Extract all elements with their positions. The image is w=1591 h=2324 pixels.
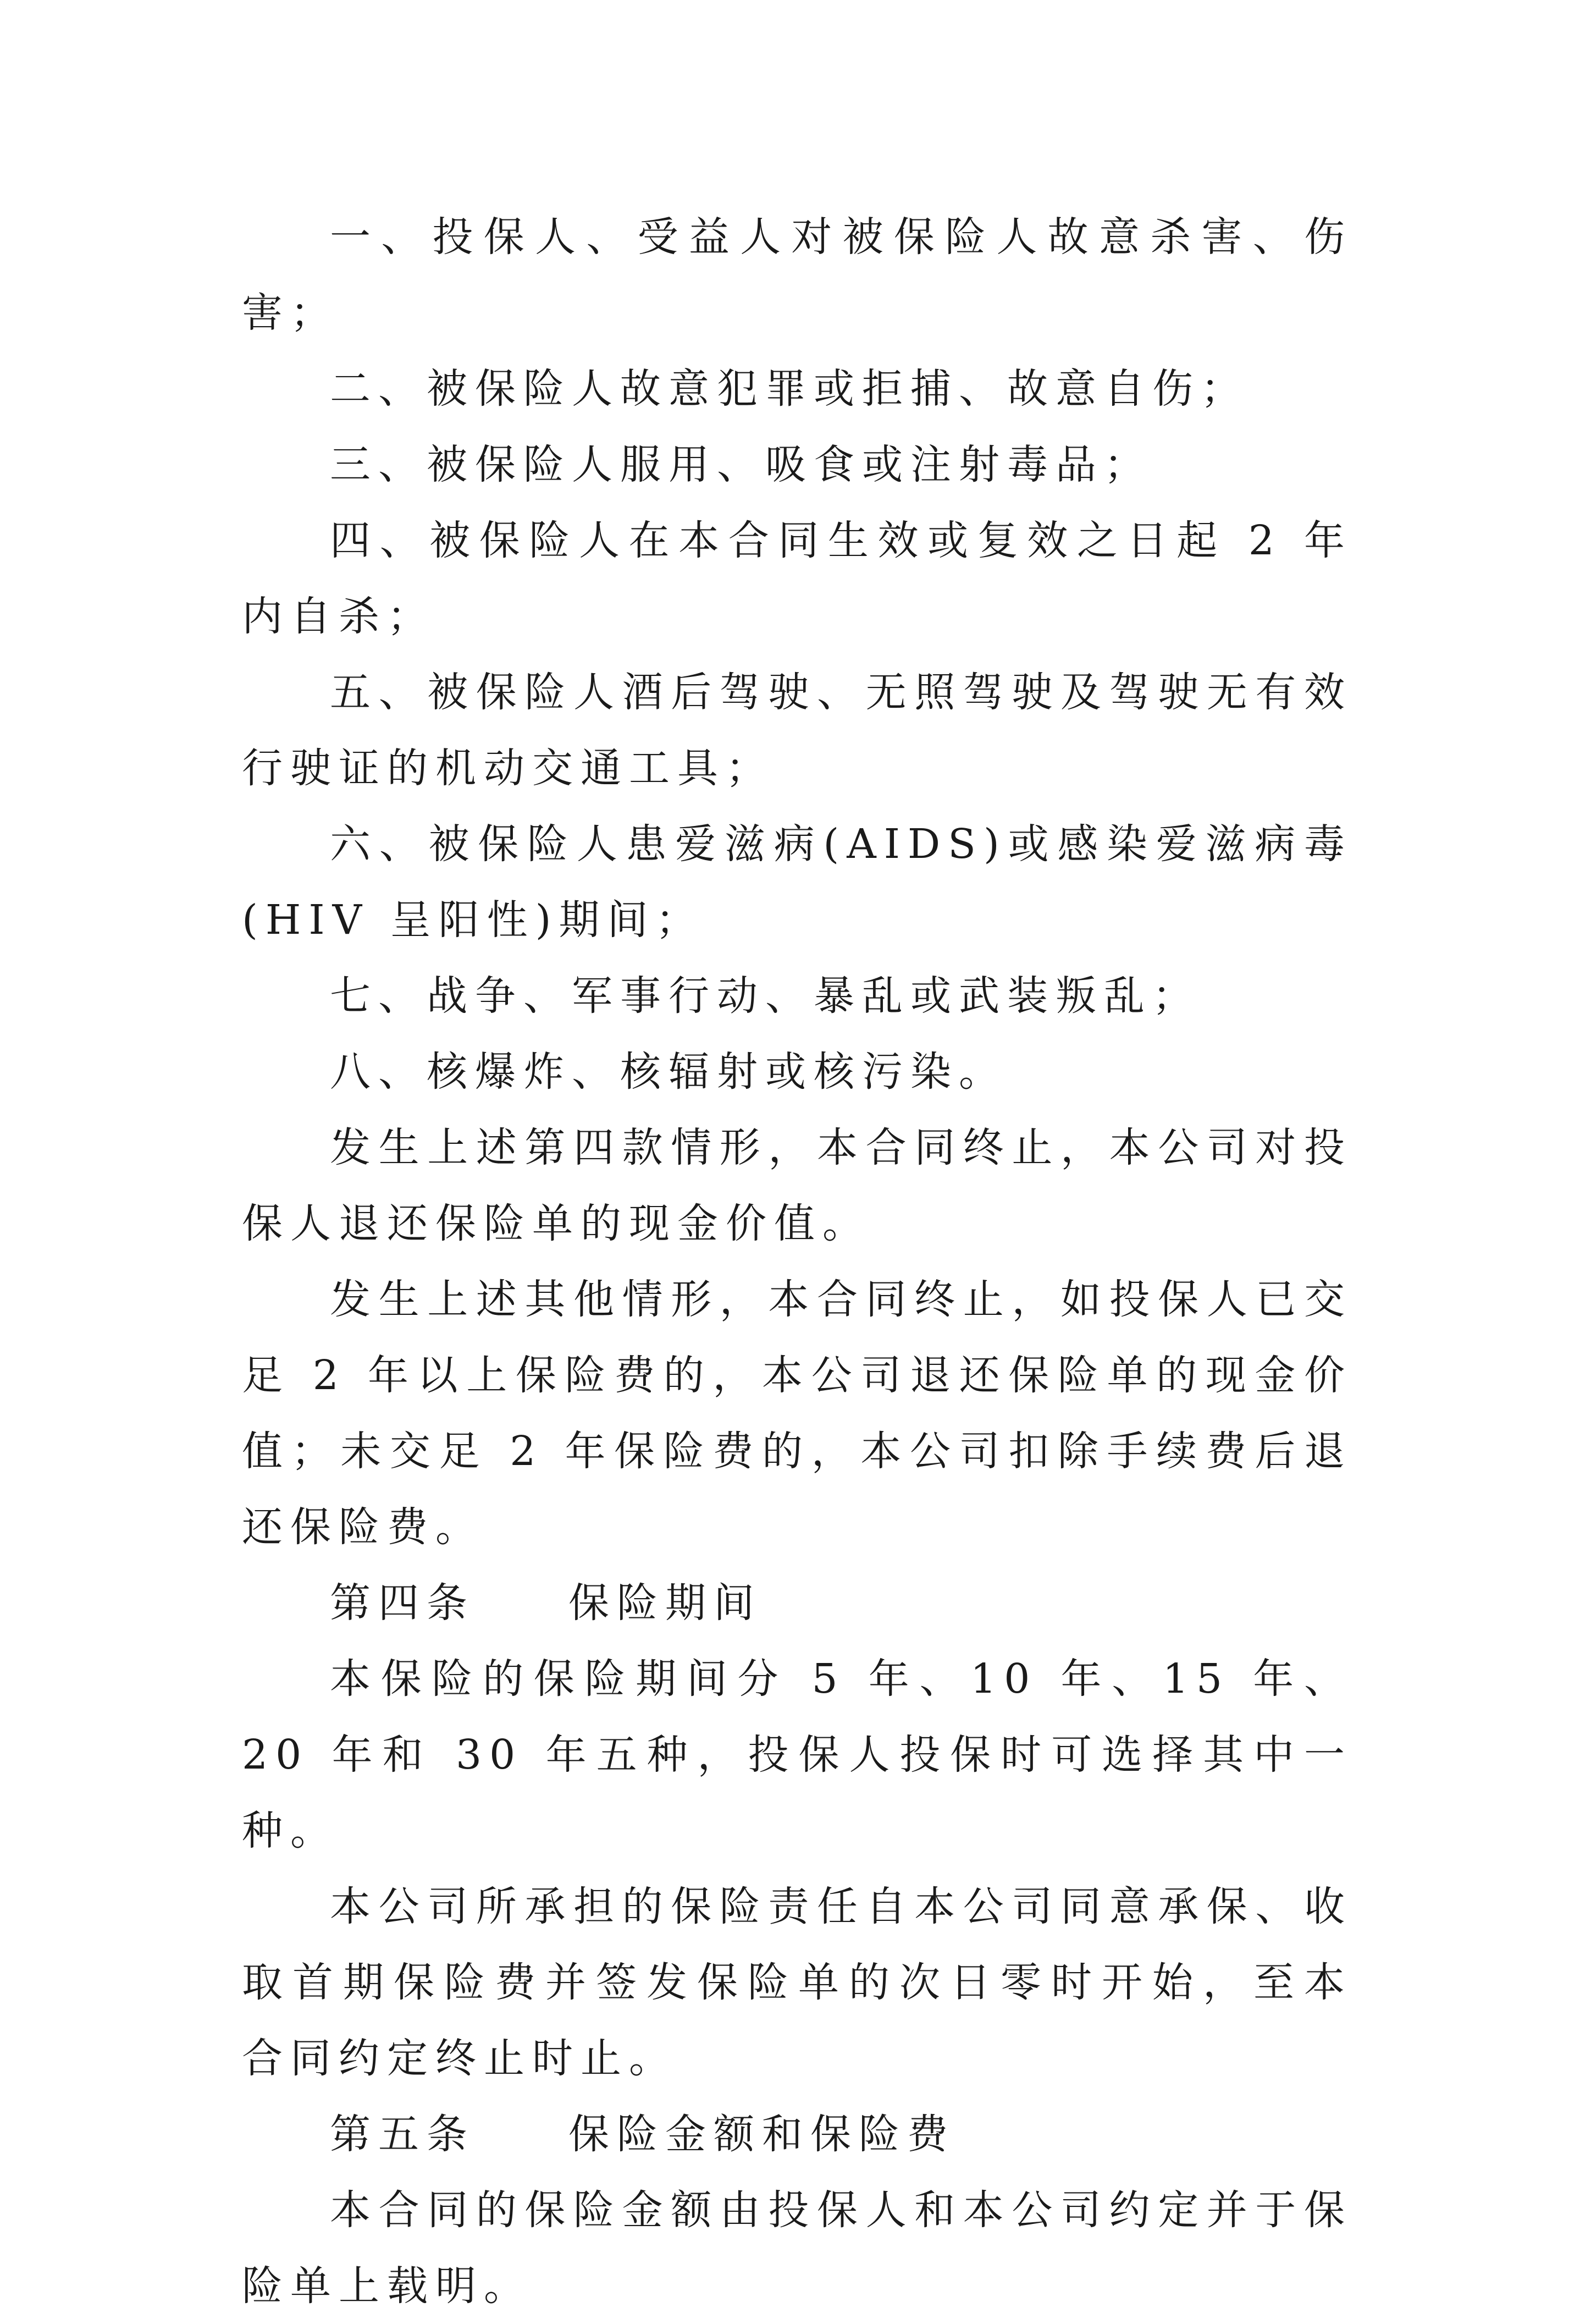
article-5-title: 保险金额和保险费 xyxy=(568,2111,955,2158)
exclusion-item-2: 二、被保险人故意犯罪或拒捕、故意自伤； xyxy=(330,365,1249,412)
exclusion-item-1: 一、投保人、受益人对被保险人故意杀害、伤害； xyxy=(242,213,1352,337)
exclusion-item-8: 八、核爆炸、核辐射或核污染。 xyxy=(330,1048,1007,1095)
article-4-number: 第四条 xyxy=(330,1579,475,1627)
exclusion-item-6: 六、被保险人患爱滋病(AIDS)或感染爱滋病毒(HIV 呈阳性)期间； xyxy=(242,820,1352,944)
exclusion-item-5: 五、被保险人酒后驾驶、无照驾驶及驾驶无有效行驶证的机动交通工具； xyxy=(242,669,1352,792)
article-4-title: 保险期间 xyxy=(568,1579,762,1627)
termination-clause-4: 发生上述第四款情形，本合同终止，本公司对投保人退还保险单的现金价值。 xyxy=(242,1124,1352,1247)
article-5-paragraph-1: 本合同的保险金额由投保人和本公司约定并于保险单上载明。 xyxy=(242,2187,1352,2310)
article-5-heading xyxy=(242,2096,1352,2172)
exclusion-item-3: 三、被保险人服用、吸食或注射毒品； xyxy=(330,441,1152,488)
article-5-number: 第五条 xyxy=(330,2111,475,2158)
document-body xyxy=(242,199,1352,2324)
article-4-paragraph-2: 本公司所承担的保险责任自本公司同意承保、收取首期保险费并签发保险单的次日零时开始，至本合同约定终止时止。 xyxy=(242,1883,1352,2082)
article-4-paragraph-1: 本保险的保险期间分 5 年、10 年、15 年、20 年和 30 年五种，投保人投保时可选择其中一种。 xyxy=(242,1655,1352,1854)
exclusion-item-4: 四、被保险人在本合同生效或复效之日起 2 年内自杀； xyxy=(242,517,1352,640)
exclusion-item-7: 七、战争、军事行动、暴乱或武装叛乱； xyxy=(330,972,1201,1020)
termination-clause-other: 发生上述其他情形，本合同终止，如投保人已交足 2 年以上保险费的，本公司退还保险单的现金价值；未交足 2 年保险费的，本公司扣除手续费后退还保险费。 xyxy=(242,1276,1352,1551)
article-4-heading xyxy=(242,1565,1352,1641)
